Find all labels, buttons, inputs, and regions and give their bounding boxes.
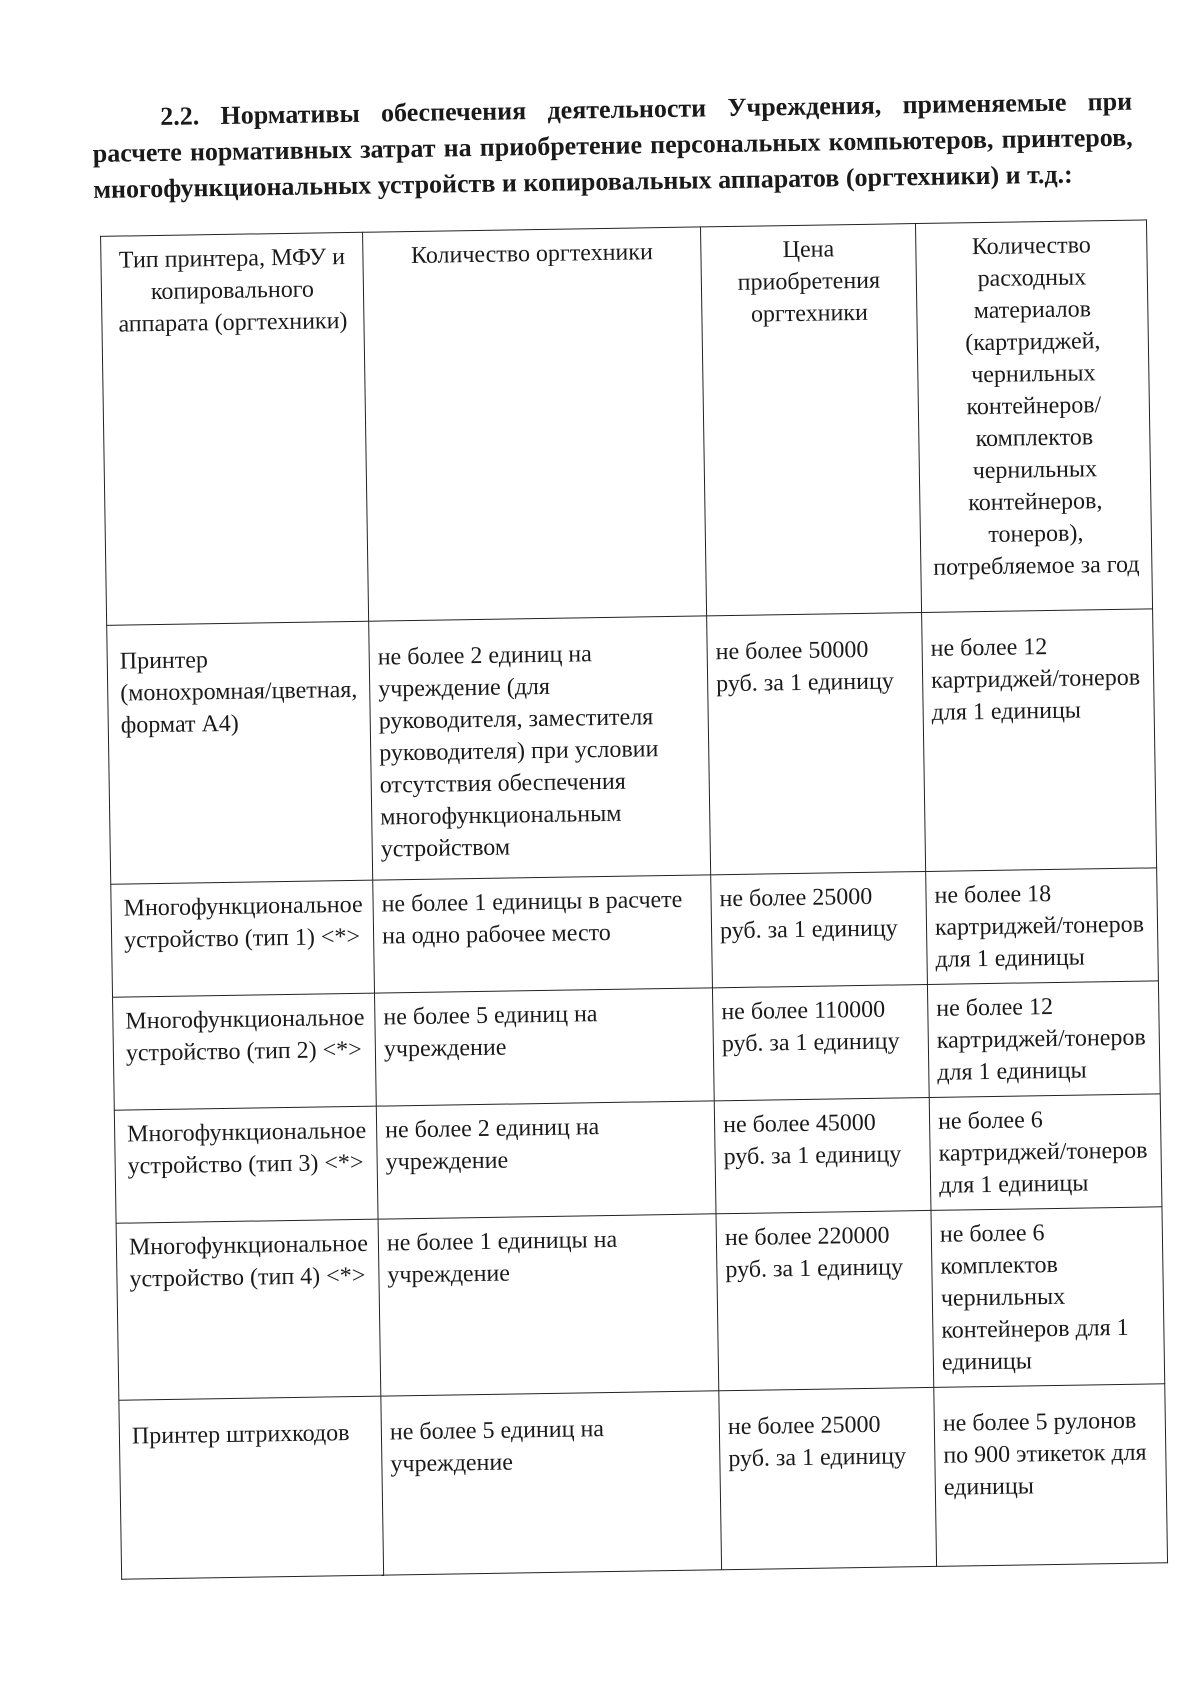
cell-consumables: не более 6 комплектов чернильных контейнеров для 1 единицы xyxy=(931,1207,1165,1388)
cell-consumables: не более 18 картриджей/тонеров для 1 единицы xyxy=(926,868,1159,985)
equipment-norms-table xyxy=(100,219,1168,1579)
cell-price: не более 25000 руб. за 1 единицу xyxy=(711,871,928,987)
cell-type: Многофункциональное устройство (тип 4) <*> xyxy=(116,1219,381,1400)
cell-price: не более 25000 руб. за 1 единицу xyxy=(719,1387,937,1569)
table-row xyxy=(113,981,1161,1110)
cell-quantity: не более 5 единиц на учреждение xyxy=(381,1391,722,1575)
cell-consumables: не более 12 картриджей/тонеров для 1 единицы xyxy=(922,609,1157,872)
cell-price: не более 110000 руб. за 1 единицу xyxy=(712,984,929,1100)
cell-quantity: не более 1 единицы в расчете на одно рабочее место xyxy=(373,875,713,993)
cell-quantity: не более 5 единиц на учреждение xyxy=(375,988,715,1106)
section-heading-text: 2.2. Нормативы обеспечения деятельности Учреждения, применяемые при расчете нормативных затрат на приобретение персональных компьютеров, принтеров, многофункциональных устройств и копировальных аппаратов (оргтехники) и т.д.: xyxy=(92,86,1133,204)
cell-type: Многофункциональное устройство (тип 3) <*> xyxy=(114,1106,378,1223)
cell-type: Принтер (монохромная/цветная, формат А4) xyxy=(107,621,373,884)
cell-consumables: не более 12 картриджей/тонеров для 1 единицы xyxy=(927,981,1160,1098)
table-row xyxy=(114,1094,1162,1223)
cell-price: не более 220000 руб. за 1 единицу xyxy=(716,1210,934,1390)
section-heading xyxy=(92,84,1134,208)
cell-type: Многофункциональное устройство (тип 1) <*> xyxy=(111,880,375,997)
cell-quantity: не более 1 единицы на учреждение xyxy=(378,1214,719,1396)
cell-price: не более 50000 руб. за 1 единицу xyxy=(707,613,926,875)
table-row xyxy=(107,609,1157,884)
cell-price: не более 45000 руб. за 1 единицу xyxy=(714,1097,931,1213)
cell-consumables: не более 6 картриджей/тонеров для 1 единицы xyxy=(929,1094,1162,1211)
header-printer-type: Тип принтера, МФУ и копировального аппарата (оргтехники) xyxy=(101,232,369,625)
cell-type: Принтер штрихкодов xyxy=(119,1396,384,1579)
header-consumables: Количество расходных материалов (картриджей, чернильных контейнеров/комплектов чернильных контейнеров, тонеров), потребляемое за год xyxy=(915,220,1152,613)
cell-consumables: не более 5 рулонов по 900 этикеток для единицы xyxy=(934,1384,1168,1567)
table-row xyxy=(119,1384,1168,1579)
table-row xyxy=(116,1207,1165,1400)
table-header-row xyxy=(101,220,1153,625)
cell-quantity: не более 2 единиц на учреждение (для руководителя, заместителя руководителя) при условии отсутствия обеспечения многофункциональным устройством xyxy=(369,616,711,880)
header-price: Цена приобретения оргтехники xyxy=(701,224,922,616)
cell-type: Многофункциональное устройство (тип 2) <*> xyxy=(113,993,377,1110)
header-quantity: Количество оргтехники xyxy=(363,227,707,621)
cell-quantity: не более 2 единиц на учреждение xyxy=(376,1101,716,1219)
table-row xyxy=(111,868,1159,997)
